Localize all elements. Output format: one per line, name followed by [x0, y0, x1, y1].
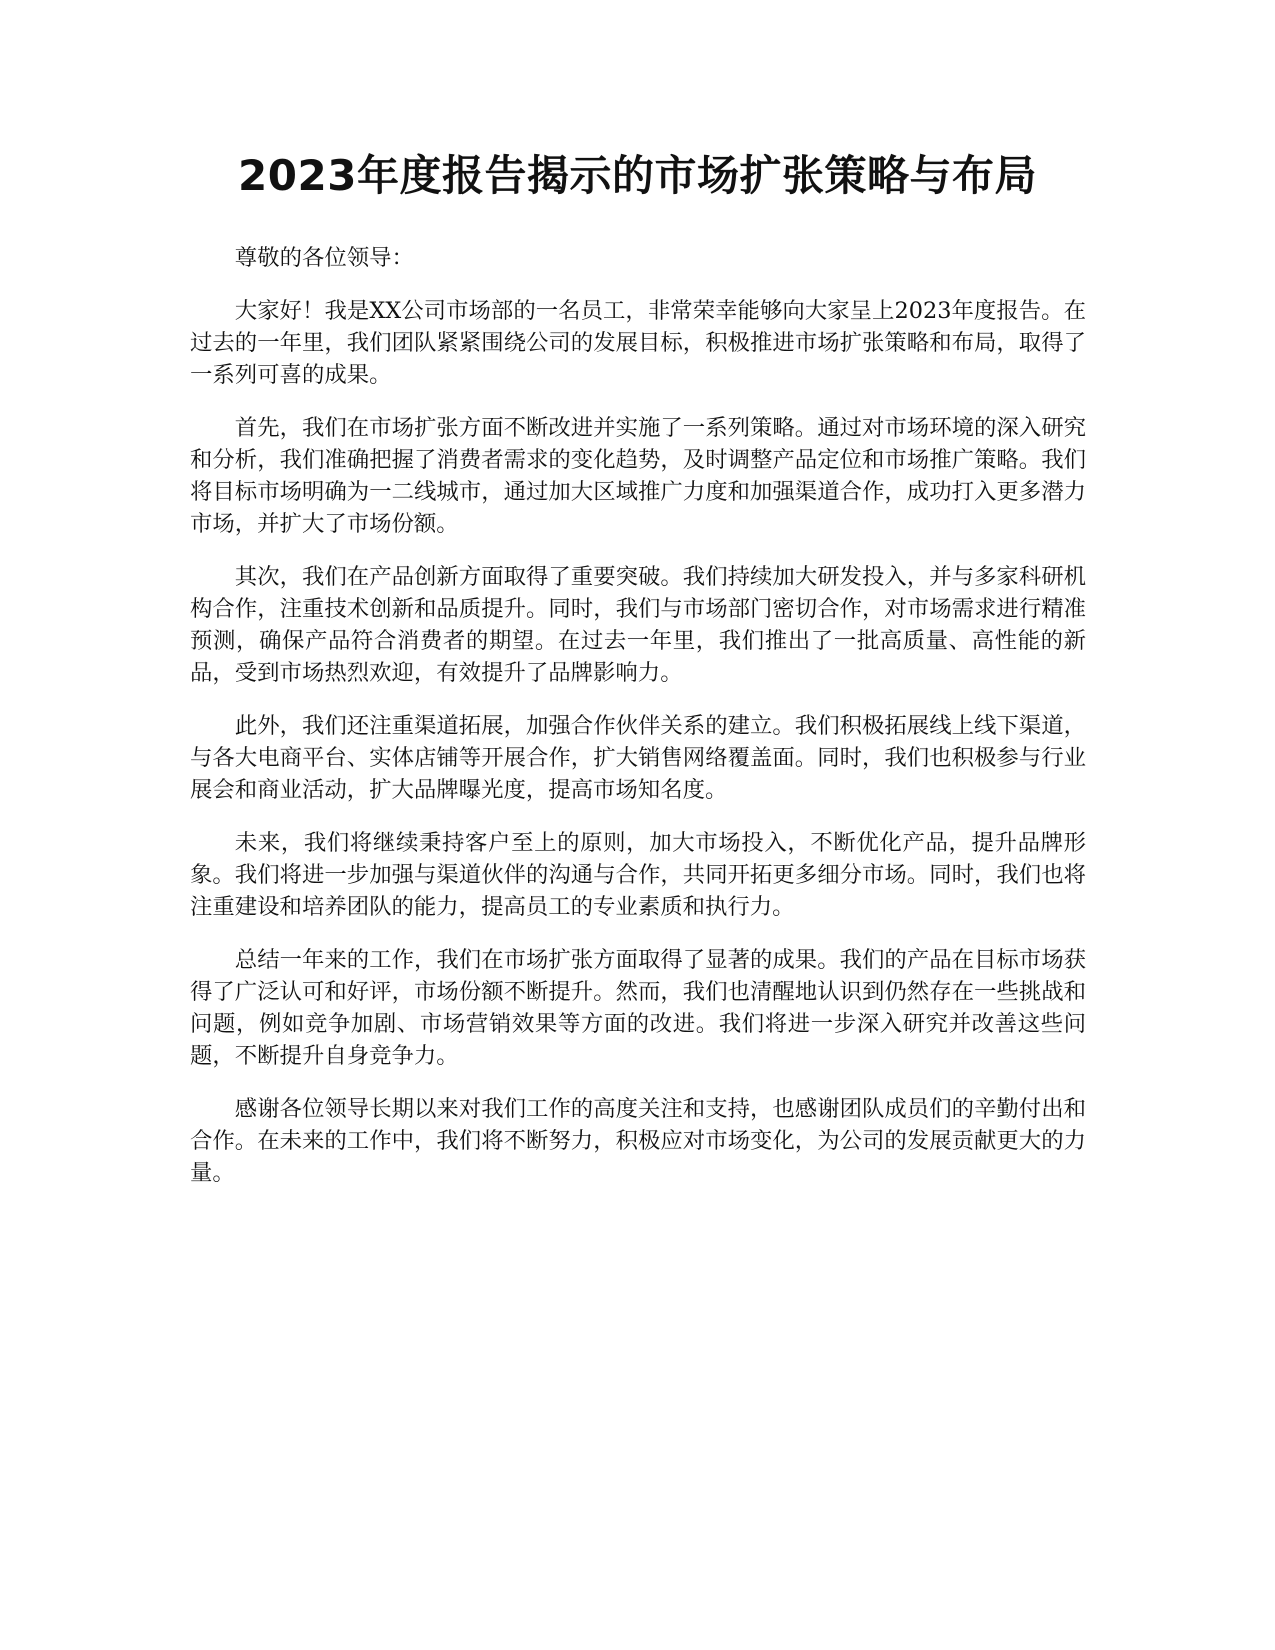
paragraph-future-plans: 未来，我们将继续秉持客户至上的原则，加大市场投入，不断优化产品，提升品牌形象。我们将进一步加强与渠道伙伴的沟通与合作，共同开拓更多细分市场。同时，我们也将注重建设和培养团队的能力，提高员工的专业素质和执行力。	[190, 830, 1086, 920]
paragraph-thanks: 感谢各位领导长期以来对我们工作的高度关注和支持，也感谢团队成员们的辛勤付出和合作。在未来的工作中，我们将不断努力，积极应对市场变化，为公司的发展贡献更大的力量。	[190, 1096, 1086, 1186]
paragraph-product-innovation: 其次，我们在产品创新方面取得了重要突破。我们持续加大研发投入，并与多家科研机构合作，注重技术创新和品质提升。同时，我们与市场部门密切合作，对市场需求进行精准预测，确保产品符合消费者的期望。在过去一年里，我们推出了一批高质量、高性能的新品，受到市场热烈欢迎，有效提升了品牌影响力。	[190, 564, 1086, 686]
paragraph-summary: 总结一年来的工作，我们在市场扩张方面取得了显著的成果。我们的产品在目标市场获得了广泛认可和好评，市场份额不断提升。然而，我们也清醒地认识到仍然存在一些挑战和问题，例如竞争加剧、市场营销效果等方面的改进。我们将进一步深入研究并改善这些问题，不断提升自身竞争力。	[190, 947, 1086, 1069]
document-title: 2023年度报告揭示的市场扩张策略与布局	[238, 151, 1037, 200]
salutation: 尊敬的各位领导：	[234, 245, 414, 271]
paragraph-greeting: 大家好！我是XX公司市场部的一名员工，非常荣幸能够向大家呈上2023年度报告。在过去的一年里，我们团队紧紧围绕公司的发展目标，积极推进市场扩张策略和布局，取得了一系列可喜的成果。	[190, 298, 1086, 388]
paragraph-channel-expansion: 此外，我们还注重渠道拓展，加强合作伙伴关系的建立。我们积极拓展线上线下渠道，与各大电商平台、实体店铺等开展合作，扩大销售网络覆盖面。同时，我们也积极参与行业展会和商业活动，扩大品牌曝光度，提高市场知名度。	[190, 713, 1086, 803]
document-body	[190, 242, 1086, 1210]
paragraph-market-strategy: 首先，我们在市场扩张方面不断改进并实施了一系列策略。通过对市场环境的深入研究和分析，我们准确把握了消费者需求的变化趋势，及时调整产品定位和市场推广策略。我们将目标市场明确为一二线城市，通过加大区域推广力度和加强渠道合作，成功打入更多潜力市场，并扩大了市场份额。	[190, 415, 1086, 537]
